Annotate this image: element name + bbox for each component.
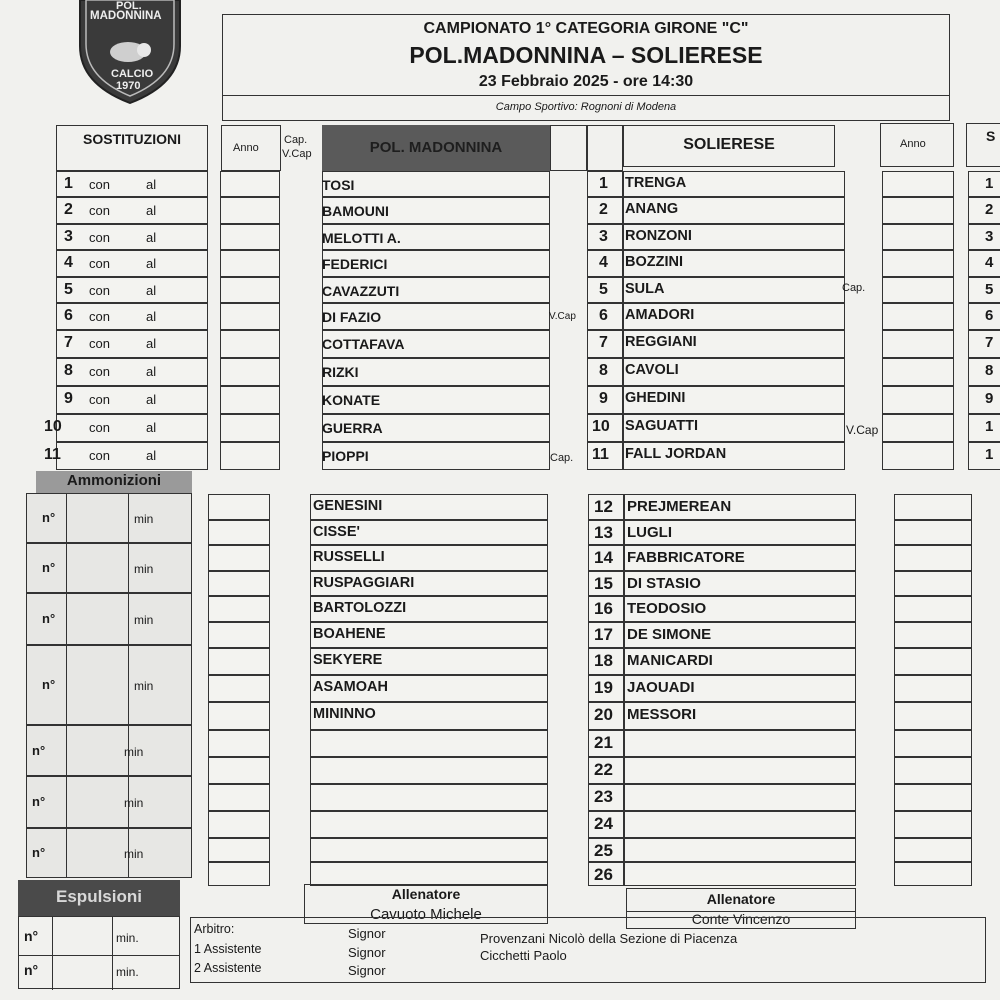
player-number: 9 — [599, 390, 608, 407]
caution-n-label: n° — [42, 611, 56, 626]
home-player-name: RIZKI — [322, 364, 359, 380]
substitution-con: con — [89, 309, 110, 324]
home-cap-header — [550, 125, 587, 171]
substitution-al: al — [146, 336, 157, 351]
player-number: 25 — [594, 841, 613, 860]
away-sub-year-cell — [894, 648, 972, 675]
player-number: 16 — [594, 599, 613, 618]
away-year-cell — [882, 358, 954, 386]
away-player-name: CAVOLI — [625, 362, 679, 378]
right-cut-number: 4 — [985, 254, 994, 271]
home-coach-name: Cavuoto Michele — [370, 906, 482, 923]
substitution-al: al — [146, 448, 157, 463]
caution-divider — [66, 725, 67, 776]
away-sub-name: LUGLI — [627, 524, 672, 541]
away-player-name: REGGIANI — [625, 334, 697, 350]
home-year-cell — [220, 414, 280, 442]
substitution-row — [56, 277, 208, 303]
substitution-number: 7 — [64, 334, 73, 351]
home-player-name: CAVAZZUTI — [322, 283, 400, 299]
officials-box — [190, 917, 986, 983]
caution-n-label: n° — [42, 560, 56, 575]
caution-n-label: n° — [42, 510, 56, 525]
away-sub-year-cell — [894, 838, 972, 862]
player-number: 13 — [594, 523, 613, 542]
substitution-con: con — [89, 203, 110, 218]
caution-divider — [66, 776, 67, 828]
home-player-name: COTTAFAVA — [322, 336, 405, 352]
home-sub-name: ASAMOAH — [313, 679, 388, 695]
substitution-number: 3 — [64, 228, 73, 245]
caution-n-label: n° — [32, 794, 46, 809]
away-sub-name: MANICARDI — [627, 652, 713, 669]
player-number: 17 — [594, 625, 613, 644]
home-sub-year-cell — [208, 675, 270, 702]
player-number: 20 — [594, 705, 613, 724]
away-player-name: RONZONI — [625, 228, 692, 244]
away-sub-name: DE SIMONE — [627, 626, 712, 643]
home-year-cell — [220, 330, 280, 358]
away-sub-cell — [624, 838, 856, 862]
logo-line-1: POL. — [116, 0, 142, 12]
caution-n-label: n° — [32, 845, 46, 860]
num-header — [587, 125, 623, 171]
away-sub-year-cell — [894, 571, 972, 596]
away-year-cell — [882, 277, 954, 303]
substitution-al: al — [146, 283, 157, 298]
away-sub-year-cell — [894, 702, 972, 730]
substitution-number: 5 — [64, 281, 73, 298]
right-cut-number: 1 — [985, 446, 994, 463]
right-cut-cell — [968, 330, 1000, 358]
expulsion-row — [18, 955, 180, 989]
substitution-number: 9 — [64, 390, 73, 407]
caution-min-label: min — [124, 796, 144, 810]
player-number: 19 — [594, 678, 613, 697]
away-year-cell — [882, 386, 954, 414]
home-sub-year-cell — [208, 811, 270, 838]
home-player-name: TOSI — [322, 177, 355, 193]
home-sub-cell — [310, 811, 548, 838]
home-sub-year-cell — [208, 545, 270, 571]
player-number: 1 — [599, 175, 608, 192]
away-team-name: SOLIERESE — [683, 136, 775, 153]
match-title: POL.MADONNINA – SOLIERESE — [409, 42, 763, 68]
substitution-number: 10 — [44, 418, 62, 435]
right-cut-cell — [968, 250, 1000, 277]
away-sub-name: TEODOSIO — [627, 600, 707, 617]
home-year-cell — [220, 250, 280, 277]
home-year-cell — [220, 303, 280, 330]
away-player-name: TRENGA — [625, 175, 687, 191]
away-sub-cell — [624, 730, 856, 757]
assistant1-signor: Signor — [348, 945, 386, 960]
right-cut-number: 8 — [985, 362, 994, 379]
player-number: 7 — [599, 334, 608, 351]
away-player-name: SAGUATTI — [625, 418, 699, 434]
caution-min-label: min — [124, 744, 144, 759]
home-sub-year-cell — [208, 622, 270, 648]
assistant2-signor: Signor — [348, 963, 386, 978]
right-cut-number: 1 — [985, 175, 994, 192]
expulsions-title: Espulsioni — [56, 887, 142, 906]
home-sub-year-cell — [208, 648, 270, 675]
away-sub-cell — [624, 784, 856, 811]
player-number: 8 — [599, 362, 608, 379]
home-sub-year-cell — [208, 838, 270, 862]
caution-divider — [66, 543, 67, 593]
away-year-cell — [882, 330, 954, 358]
caution-n-label: n° — [42, 677, 56, 692]
home-year-label: Anno — [233, 142, 259, 154]
substitutions-title: SOSTITUZIONI — [83, 131, 181, 147]
away-sub-cell — [624, 757, 856, 784]
substitution-row — [56, 442, 208, 470]
away-sub-year-cell — [894, 545, 972, 571]
home-sub-name: BARTOLOZZI — [313, 600, 407, 616]
substitution-con: con — [89, 420, 110, 435]
logo-line-2: MADONNINA — [90, 10, 162, 22]
away-cap-marker: Cap. — [842, 282, 866, 294]
right-cut-number: 6 — [985, 307, 994, 324]
home-sub-year-cell — [208, 520, 270, 545]
home-vcap-marker: V.Cap — [549, 311, 576, 322]
substitution-number: 6 — [64, 307, 73, 324]
away-sub-cell — [624, 811, 856, 838]
expulsion-n-label: n° — [24, 928, 39, 944]
caution-divider — [66, 645, 67, 725]
substitution-al: al — [146, 230, 157, 245]
substitution-row — [56, 386, 208, 414]
caution-divider — [66, 828, 67, 878]
expulsion-min-label: min. — [116, 931, 139, 945]
player-number: 12 — [594, 497, 613, 516]
home-player-cell — [322, 171, 550, 197]
home-player-name: MELOTTI A. — [322, 230, 401, 246]
substitution-al: al — [146, 309, 157, 324]
referee-label: Arbitro: — [194, 922, 235, 936]
home-sub-name: CISSE' — [313, 524, 360, 540]
expulsion-row — [18, 916, 180, 956]
home-cap-marker: Cap. — [550, 452, 574, 464]
expulsion-min-label: min. — [116, 965, 139, 979]
right-cut-cell — [968, 197, 1000, 224]
away-sub-year-cell — [894, 675, 972, 702]
player-number: 4 — [599, 254, 608, 271]
home-player-name: DI FAZIO — [322, 309, 382, 325]
logo-line-3: CALCIO — [111, 68, 154, 80]
away-year-cell — [882, 303, 954, 330]
home-sub-year-cell — [208, 702, 270, 730]
substitution-al: al — [146, 420, 157, 435]
player-number: 15 — [594, 574, 613, 593]
home-player-name: GUERRA — [322, 420, 383, 436]
cautions-title: Ammonizioni — [66, 472, 162, 489]
away-coach-name: Conte Vincenzo — [691, 911, 791, 927]
away-sub-year-cell — [894, 730, 972, 757]
home-sub-cell — [310, 730, 548, 757]
substitution-con: con — [89, 230, 110, 245]
away-sub-year-cell — [894, 494, 972, 520]
caution-n-label: n° — [32, 742, 46, 758]
home-player-name: PIOPPI — [322, 448, 369, 464]
right-cut-number: 9 — [985, 390, 994, 407]
substitution-row — [56, 414, 208, 442]
right-cut-number: 1 — [985, 418, 994, 435]
substitution-con: con — [89, 256, 110, 271]
substitution-al: al — [146, 364, 157, 379]
home-year-cell — [220, 197, 280, 224]
away-sub-year-cell — [894, 757, 972, 784]
away-player-name: GHEDINI — [625, 390, 686, 406]
cap-label: Cap. — [284, 134, 308, 146]
away-player-name: AMADORI — [625, 307, 695, 323]
substitution-con: con — [89, 448, 110, 463]
home-player-name: KONATE — [322, 392, 381, 408]
player-number: 22 — [594, 760, 613, 779]
caution-divider — [128, 645, 129, 725]
caution-row — [26, 828, 192, 878]
championship-title: CAMPIONATO 1° CATEGORIA GIRONE "C" — [423, 20, 749, 37]
home-sub-name: SEKYERE — [313, 652, 383, 668]
right-cut-number: 2 — [985, 201, 994, 218]
away-sub-cell — [624, 862, 856, 886]
away-sub-year-cell — [894, 784, 972, 811]
home-sub-year-cell — [208, 730, 270, 757]
referee-name: Provenzani Nicolò della Sezione di Piacenza — [480, 931, 738, 946]
substitution-number: 2 — [64, 201, 73, 218]
caution-min-label: min — [134, 512, 154, 526]
substitution-row — [56, 303, 208, 330]
referee-signor: Signor — [348, 926, 386, 941]
substitution-number: 11 — [44, 446, 61, 463]
away-year-cell — [882, 442, 954, 470]
player-number: 24 — [594, 814, 613, 833]
home-player-name: BAMOUNI — [322, 203, 389, 219]
assistant1-name: Cicchetti Paolo — [480, 948, 567, 963]
right-cut-number: 7 — [985, 334, 994, 351]
home-sub-year-cell — [208, 494, 270, 520]
caution-divider — [66, 493, 67, 543]
right-cut-cell — [968, 171, 1000, 197]
substitution-row — [56, 224, 208, 250]
club-logo — [78, 0, 182, 104]
away-year-cell — [882, 414, 954, 442]
substitution-row — [56, 171, 208, 197]
away-sub-year-cell — [894, 862, 972, 886]
away-year-cell — [882, 250, 954, 277]
caution-min-label: min — [134, 613, 154, 627]
away-player-name: BOZZINI — [625, 254, 683, 270]
away-sub-name: FABBRICATORE — [627, 549, 745, 566]
home-sub-cell — [310, 757, 548, 784]
substitution-con: con — [89, 392, 110, 407]
player-number: 5 — [599, 281, 608, 298]
away-sub-name: MESSORI — [627, 706, 697, 723]
home-sub-year-cell — [208, 784, 270, 811]
substitution-con: con — [89, 336, 110, 351]
home-sub-year-cell — [208, 757, 270, 784]
player-number: 10 — [592, 418, 610, 435]
away-player-name: SULA — [625, 281, 665, 297]
caution-divider — [66, 593, 67, 645]
home-team-name: POL. MADONNINA — [369, 139, 503, 156]
substitution-row — [56, 358, 208, 386]
substitution-row — [56, 197, 208, 224]
player-number: 26 — [594, 865, 613, 884]
away-sub-year-cell — [894, 622, 972, 648]
home-sub-name: BOAHENE — [313, 626, 386, 642]
home-sub-name: MININNO — [313, 706, 376, 722]
expulsion-n-label: n° — [24, 962, 39, 978]
substitution-row — [56, 330, 208, 358]
substitution-al: al — [146, 177, 157, 192]
right-cut-cell — [968, 442, 1000, 470]
home-sub-name: GENESINI — [313, 498, 383, 514]
away-sub-name: PREJMEREAN — [627, 498, 732, 515]
caution-row — [26, 776, 192, 828]
caution-row — [26, 725, 192, 776]
away-vcap-marker: V.Cap — [846, 423, 879, 437]
away-sub-name: JAOUADI — [627, 679, 695, 696]
substitution-con: con — [89, 364, 110, 379]
away-sub-year-cell — [894, 811, 972, 838]
venue-text: Campo Sportivo: Rognoni di Modena — [495, 101, 677, 113]
assistant1-label: 1 Assistente — [194, 942, 262, 956]
logo-line-4: 1970 — [116, 80, 141, 92]
substitution-row — [56, 250, 208, 277]
home-sub-name: RUSPAGGIARI — [313, 575, 415, 591]
caution-divider — [128, 493, 129, 543]
player-number: 23 — [594, 787, 613, 806]
home-sub-year-cell — [208, 596, 270, 622]
substitution-number: 8 — [64, 362, 73, 379]
right-cut-cell — [968, 386, 1000, 414]
caution-divider — [128, 543, 129, 593]
player-number: 2 — [599, 201, 608, 218]
right-cut-cell — [968, 224, 1000, 250]
home-year-cell — [220, 224, 280, 250]
away-year-label: Anno — [900, 138, 926, 150]
home-sub-cell — [310, 838, 548, 862]
right-cut-title: S — [986, 128, 996, 144]
away-player-name: ANANG — [625, 201, 679, 217]
home-year-cell — [220, 442, 280, 470]
player-number: 21 — [594, 733, 613, 752]
substitution-con: con — [89, 177, 110, 192]
away-sub-year-cell — [894, 596, 972, 622]
substitution-al: al — [146, 203, 157, 218]
away-year-cell — [882, 224, 954, 250]
home-sub-name: RUSSELLI — [313, 549, 385, 565]
substitution-con: con — [89, 283, 110, 298]
right-cut-cell — [968, 358, 1000, 386]
home-year-cell — [220, 386, 280, 414]
player-number: 3 — [599, 228, 608, 245]
substitution-al: al — [146, 392, 157, 407]
away-sub-year-cell — [894, 520, 972, 545]
caution-min-label: min — [134, 679, 154, 693]
player-number: 14 — [594, 548, 613, 567]
home-year-cell — [220, 358, 280, 386]
right-cut-number: 5 — [985, 281, 994, 298]
away-sub-name: DI STASIO — [627, 575, 701, 592]
home-coach-label: Allenatore — [391, 886, 461, 902]
home-sub-year-cell — [208, 571, 270, 596]
vcap-label: V.Cap — [282, 148, 312, 160]
assistant2-label: 2 Assistente — [194, 961, 262, 975]
right-cut-number: 3 — [985, 228, 994, 245]
substitution-al: al — [146, 256, 157, 271]
home-year-cell — [220, 277, 280, 303]
away-year-cell — [882, 197, 954, 224]
player-number: 11 — [592, 446, 609, 463]
home-sub-cell — [310, 784, 548, 811]
match-datetime: 23 Febbraio 2025 - ore 14:30 — [478, 73, 694, 90]
away-year-cell — [882, 171, 954, 197]
right-cut-cell — [968, 303, 1000, 330]
player-number: 18 — [594, 651, 613, 670]
right-cut-cell — [968, 414, 1000, 442]
substitution-number: 4 — [64, 254, 73, 271]
away-player-name: FALL JORDAN — [625, 446, 727, 462]
home-year-cell — [220, 171, 280, 197]
caution-min-label: min — [134, 562, 154, 576]
home-sub-cell — [310, 862, 548, 886]
player-number: 6 — [599, 307, 608, 324]
away-coach-label: Allenatore — [706, 891, 776, 907]
substitution-number: 1 — [64, 175, 73, 192]
caution-divider — [128, 593, 129, 645]
home-player-name: FEDERICI — [322, 256, 388, 272]
caution-min-label: min — [124, 847, 144, 861]
home-sub-year-cell — [208, 862, 270, 886]
right-cut-cell — [968, 277, 1000, 303]
